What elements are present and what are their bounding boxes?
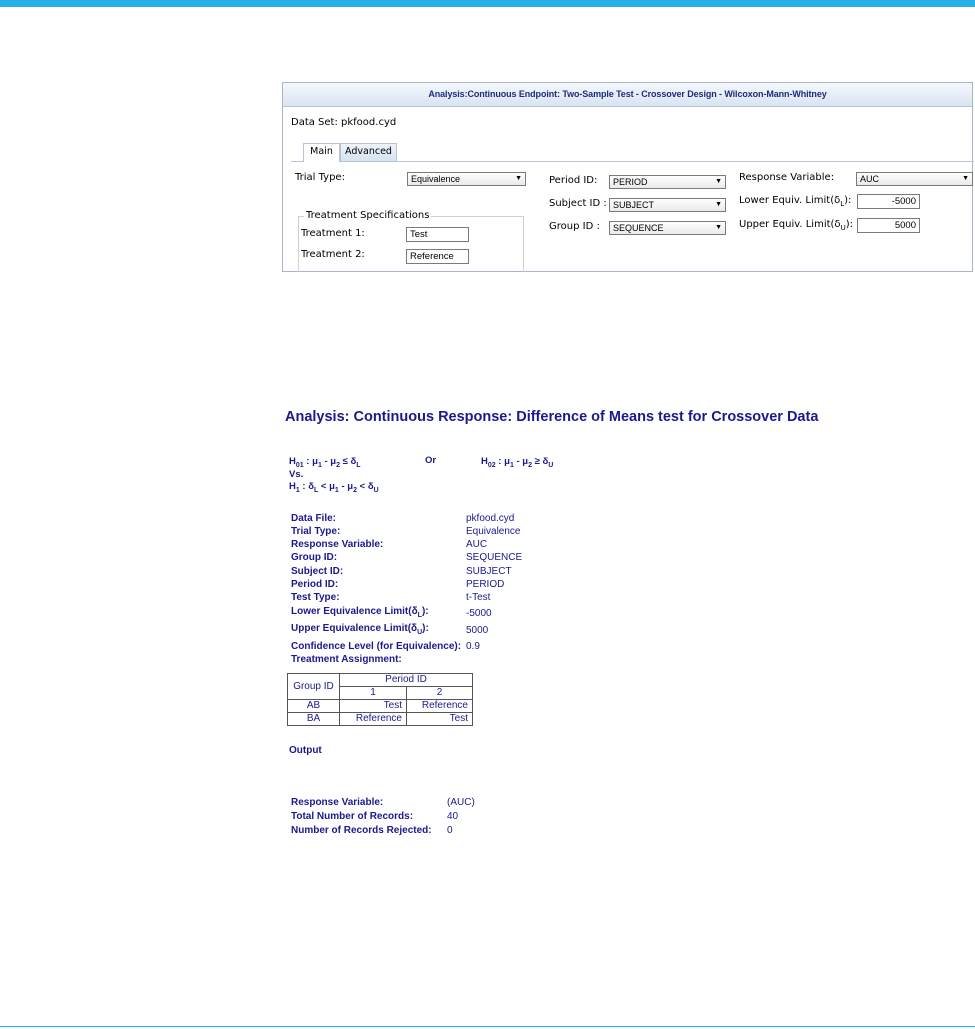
table-cell: Reference [340,713,407,726]
summary-value: 0 [447,825,453,836]
dataset-label: Data Set: pkfood.cyd [291,117,397,128]
info-value: 0.9 [466,641,480,652]
hypothesis-or: Or [425,455,437,466]
lower-limit-label: Lower Equiv. $Limit(\delta_L)$: [739,195,852,208]
info-value: -5000 [466,608,492,619]
table-header-period-1: 1 [340,687,407,700]
upper-limit-input[interactable]: 5000 [857,218,920,233]
info-label: Response Variable: [291,539,384,550]
trial-type-label: Trial Type: [295,172,345,183]
trial-type-select[interactable] [407,172,526,186]
info-label: Trial Type: [291,526,341,537]
table-header-group-id: Group ID [288,674,340,700]
dialog-title: Analysis:Continuous Endpoint: Two-Sample Test - Crossover Design - Wilcoxon-Mann-Whitney [283,83,972,107]
group-id-label: Group ID : [549,221,600,232]
summary-label: Total Number of Records: [291,811,414,822]
response-variable-label: Response Variable: [739,172,835,183]
treatment2-input[interactable]: Reference [406,249,469,264]
summary-value: 40 [447,811,459,822]
chevron-down-icon: ▼ [962,175,969,182]
info-value: pkfood.cyd [466,513,515,524]
bottom-divider [0,1026,975,1027]
info-value: PERIOD [466,579,505,590]
info-label: Test Type: [291,592,340,603]
period-id-select[interactable] [609,175,726,189]
hypothesis-h02: $H_{02}$ : $\mu_1 - \mu_2 \ge \delta_U$ [481,456,554,469]
summary-label: Response Variable: [291,797,384,808]
treatment-specifications-legend: Treatment Specifications [306,210,430,221]
output-heading: Output [289,745,322,756]
table-row [288,713,473,726]
table-cell: AB [288,700,340,713]
chevron-down-icon: ▼ [715,178,722,185]
tab-main[interactable]: Main [303,143,340,162]
hypothesis-vs: Vs. [289,469,304,480]
subject-id-select[interactable] [609,198,726,212]
hypothesis-h1: $H_1$ : $\delta_L < \mu_1 - \mu_2 < \delta_U$ [289,481,379,494]
subject-id-value: SUBJECT [613,200,655,210]
info-label: Subject ID: [291,566,344,577]
treatment1-label: Treatment 1: [301,228,365,239]
summary-label: Number of Records Rejected: [291,825,432,836]
lower-limit-input[interactable]: -5000 [857,194,920,209]
response-variable-select[interactable] [856,172,973,186]
info-label: Lower Equivalence $Limit(\delta_L)$: [291,606,429,619]
response-variable-value: AUC [860,174,880,184]
info-label: Group ID: [291,552,338,563]
info-value: Equivalence [466,526,521,537]
top-accent-bar [0,0,975,7]
treatment-assignment-table [287,673,473,726]
analysis-dialog [282,82,973,272]
info-value: SEQUENCE [466,552,523,563]
tab-advanced[interactable]: Advanced [340,143,397,161]
treatment2-label: Treatment 2: [301,249,365,260]
table-cell: Test [340,700,407,713]
info-value: AUC [466,539,488,550]
chevron-down-icon: ▼ [515,175,522,182]
group-id-value: SEQUENCE [613,223,664,233]
treatment1-input[interactable]: Test [406,227,469,242]
info-label: Upper Equivalence $Limit(\delta_U)$: [291,623,429,636]
chevron-down-icon: ▼ [715,201,722,208]
group-id-select[interactable] [609,221,726,235]
table-header-period-2: 2 [407,687,473,700]
info-label: Period ID: [291,579,339,590]
period-id-value: PERIOD [613,177,648,187]
table-cell: BA [288,713,340,726]
table-cell: Reference [407,700,473,713]
info-label: Data File: [291,513,337,524]
table-header-period-id: Period ID [340,674,473,687]
info-value: 5000 [466,625,489,636]
chevron-down-icon: ▼ [715,224,722,231]
summary-value: (AUC) [447,797,475,808]
tab-divider [291,161,974,162]
subject-id-label: Subject ID : [549,198,607,209]
trial-type-value: Equivalence [411,174,461,184]
report-title: Analysis: Continuous Response: Difference of Means test for Crossover Data [285,409,819,425]
table-cell: Test [407,713,473,726]
period-id-label: Period ID: [549,175,598,186]
upper-limit-label: Upper Equiv. $Limit(\delta_U)$: [739,219,853,232]
info-value: t-Test [466,592,491,603]
table-row [288,700,473,713]
info-value: SUBJECT [466,566,512,577]
hypothesis-h01: $H_{01}$ : $\mu_1 - \mu_2 \le \delta_L$ [289,456,361,469]
info-label: Confidence Level (for Equivalence): [291,641,462,652]
info-label: Treatment Assignment: [291,654,402,665]
